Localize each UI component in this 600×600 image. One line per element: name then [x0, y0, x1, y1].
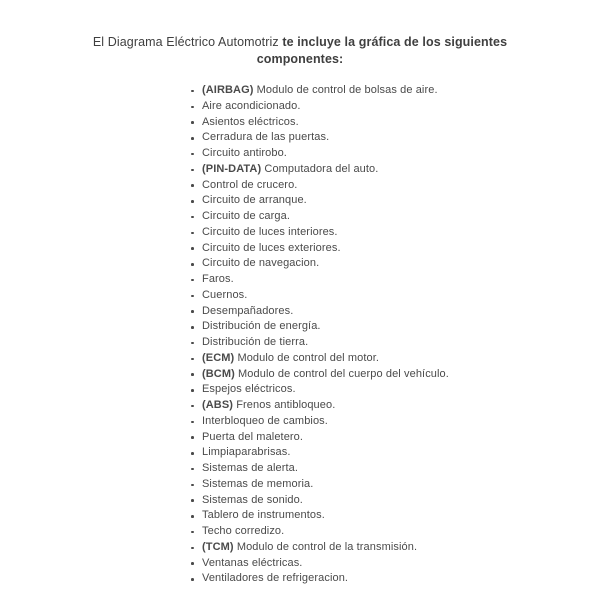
- component-code: (ECM): [202, 351, 235, 364]
- component-list-item: [190, 398, 600, 414]
- component-list-item: [190, 83, 600, 99]
- component-list-item: [190, 130, 600, 146]
- component-list-item: [190, 241, 600, 257]
- component-name: Cerradura de las puertas.: [202, 131, 330, 144]
- component-list-item: [190, 146, 600, 162]
- component-name: Interbloqueo de cambios.: [202, 414, 328, 427]
- component-name: Techo corredizo.: [202, 525, 285, 537]
- page: [0, 34, 600, 600]
- component-list-item: [190, 288, 600, 304]
- component-name: Frenos antibloqueo.: [236, 399, 336, 411]
- component-name: Puerta del maletero.: [202, 430, 304, 443]
- component-name: Tablero de instrumentos.: [202, 509, 325, 522]
- component-code: (BCM): [202, 367, 235, 380]
- components-list: [190, 83, 600, 587]
- component-list-item: [190, 256, 600, 272]
- component-name: Circuito de navegacion.: [202, 257, 320, 270]
- component-name: Modulo de control del cuerpo del vehículo.: [238, 367, 449, 380]
- component-name: Circuito antirobo.: [202, 147, 287, 159]
- component-name: Modulo de control del motor.: [237, 351, 380, 364]
- component-name: Asientos eléctricos.: [202, 115, 299, 128]
- component-code: (AIRBAG): [202, 84, 254, 96]
- component-list-item: [190, 209, 600, 225]
- component-list-item: [190, 414, 600, 430]
- page-title: [85, 34, 515, 68]
- component-list-item: [190, 477, 600, 493]
- component-code: (TCM): [202, 540, 234, 553]
- component-list-item: [190, 351, 600, 367]
- component-list-item: [190, 367, 600, 383]
- component-list-item: [190, 556, 600, 572]
- component-list-item: [190, 571, 600, 587]
- component-list-item: [190, 162, 600, 178]
- component-name: Ventiladores de refrigeracion.: [202, 572, 349, 585]
- component-list-item: [190, 382, 600, 398]
- component-name: Computadora del auto.: [264, 162, 379, 175]
- component-name: Circuito de carga.: [202, 210, 291, 222]
- component-name: Cuernos.: [202, 288, 248, 301]
- component-name: Limpiaparabrisas.: [202, 446, 291, 459]
- component-list-item: [190, 319, 600, 335]
- component-list-item: [190, 178, 600, 194]
- component-code: (PIN-DATA): [202, 162, 262, 175]
- component-name: Distribución de energía.: [202, 320, 321, 333]
- component-name: Circuito de arranque.: [202, 194, 307, 207]
- component-name: Sistemas de alerta.: [202, 462, 299, 474]
- component-list-item: [190, 272, 600, 288]
- component-list-item: [190, 445, 600, 461]
- component-name: Distribución de tierra.: [202, 336, 309, 348]
- component-list-item: [190, 335, 600, 351]
- component-name: Ventanas eléctricas.: [202, 556, 303, 569]
- component-name: Modulo de control de bolsas de aire.: [256, 84, 438, 96]
- component-code: (ABS): [202, 399, 234, 411]
- component-list-item: [190, 524, 600, 540]
- component-list-item: [190, 115, 600, 131]
- component-list-item: [190, 99, 600, 115]
- component-name: Modulo de control de la transmisión.: [236, 540, 418, 553]
- component-name: Control de crucero.: [202, 178, 298, 191]
- component-list-item: [190, 461, 600, 477]
- component-list-item: [190, 304, 600, 320]
- component-name: Sistemas de sonido.: [202, 493, 303, 506]
- component-name: Sistemas de memoria.: [202, 477, 314, 490]
- page-title-regular: El Diagrama Eléctrico Automotriz: [92, 35, 279, 49]
- page-title-bold: te incluye la gráfica de los siguientes componentes:: [256, 35, 508, 66]
- component-list-item: [190, 508, 600, 524]
- component-name: Aire acondicionado.: [202, 99, 301, 112]
- component-name: Faros.: [202, 273, 234, 285]
- component-name: Desempañadores.: [202, 304, 294, 317]
- component-list-item: [190, 225, 600, 241]
- component-name: Circuito de luces exteriores.: [202, 241, 341, 254]
- component-list-item: [190, 540, 600, 556]
- component-list-item: [190, 493, 600, 509]
- component-name: Espejos eléctricos.: [202, 383, 296, 396]
- component-list-item: [190, 193, 600, 209]
- component-list-item: [190, 430, 600, 446]
- component-name: Circuito de luces interiores.: [202, 225, 338, 238]
